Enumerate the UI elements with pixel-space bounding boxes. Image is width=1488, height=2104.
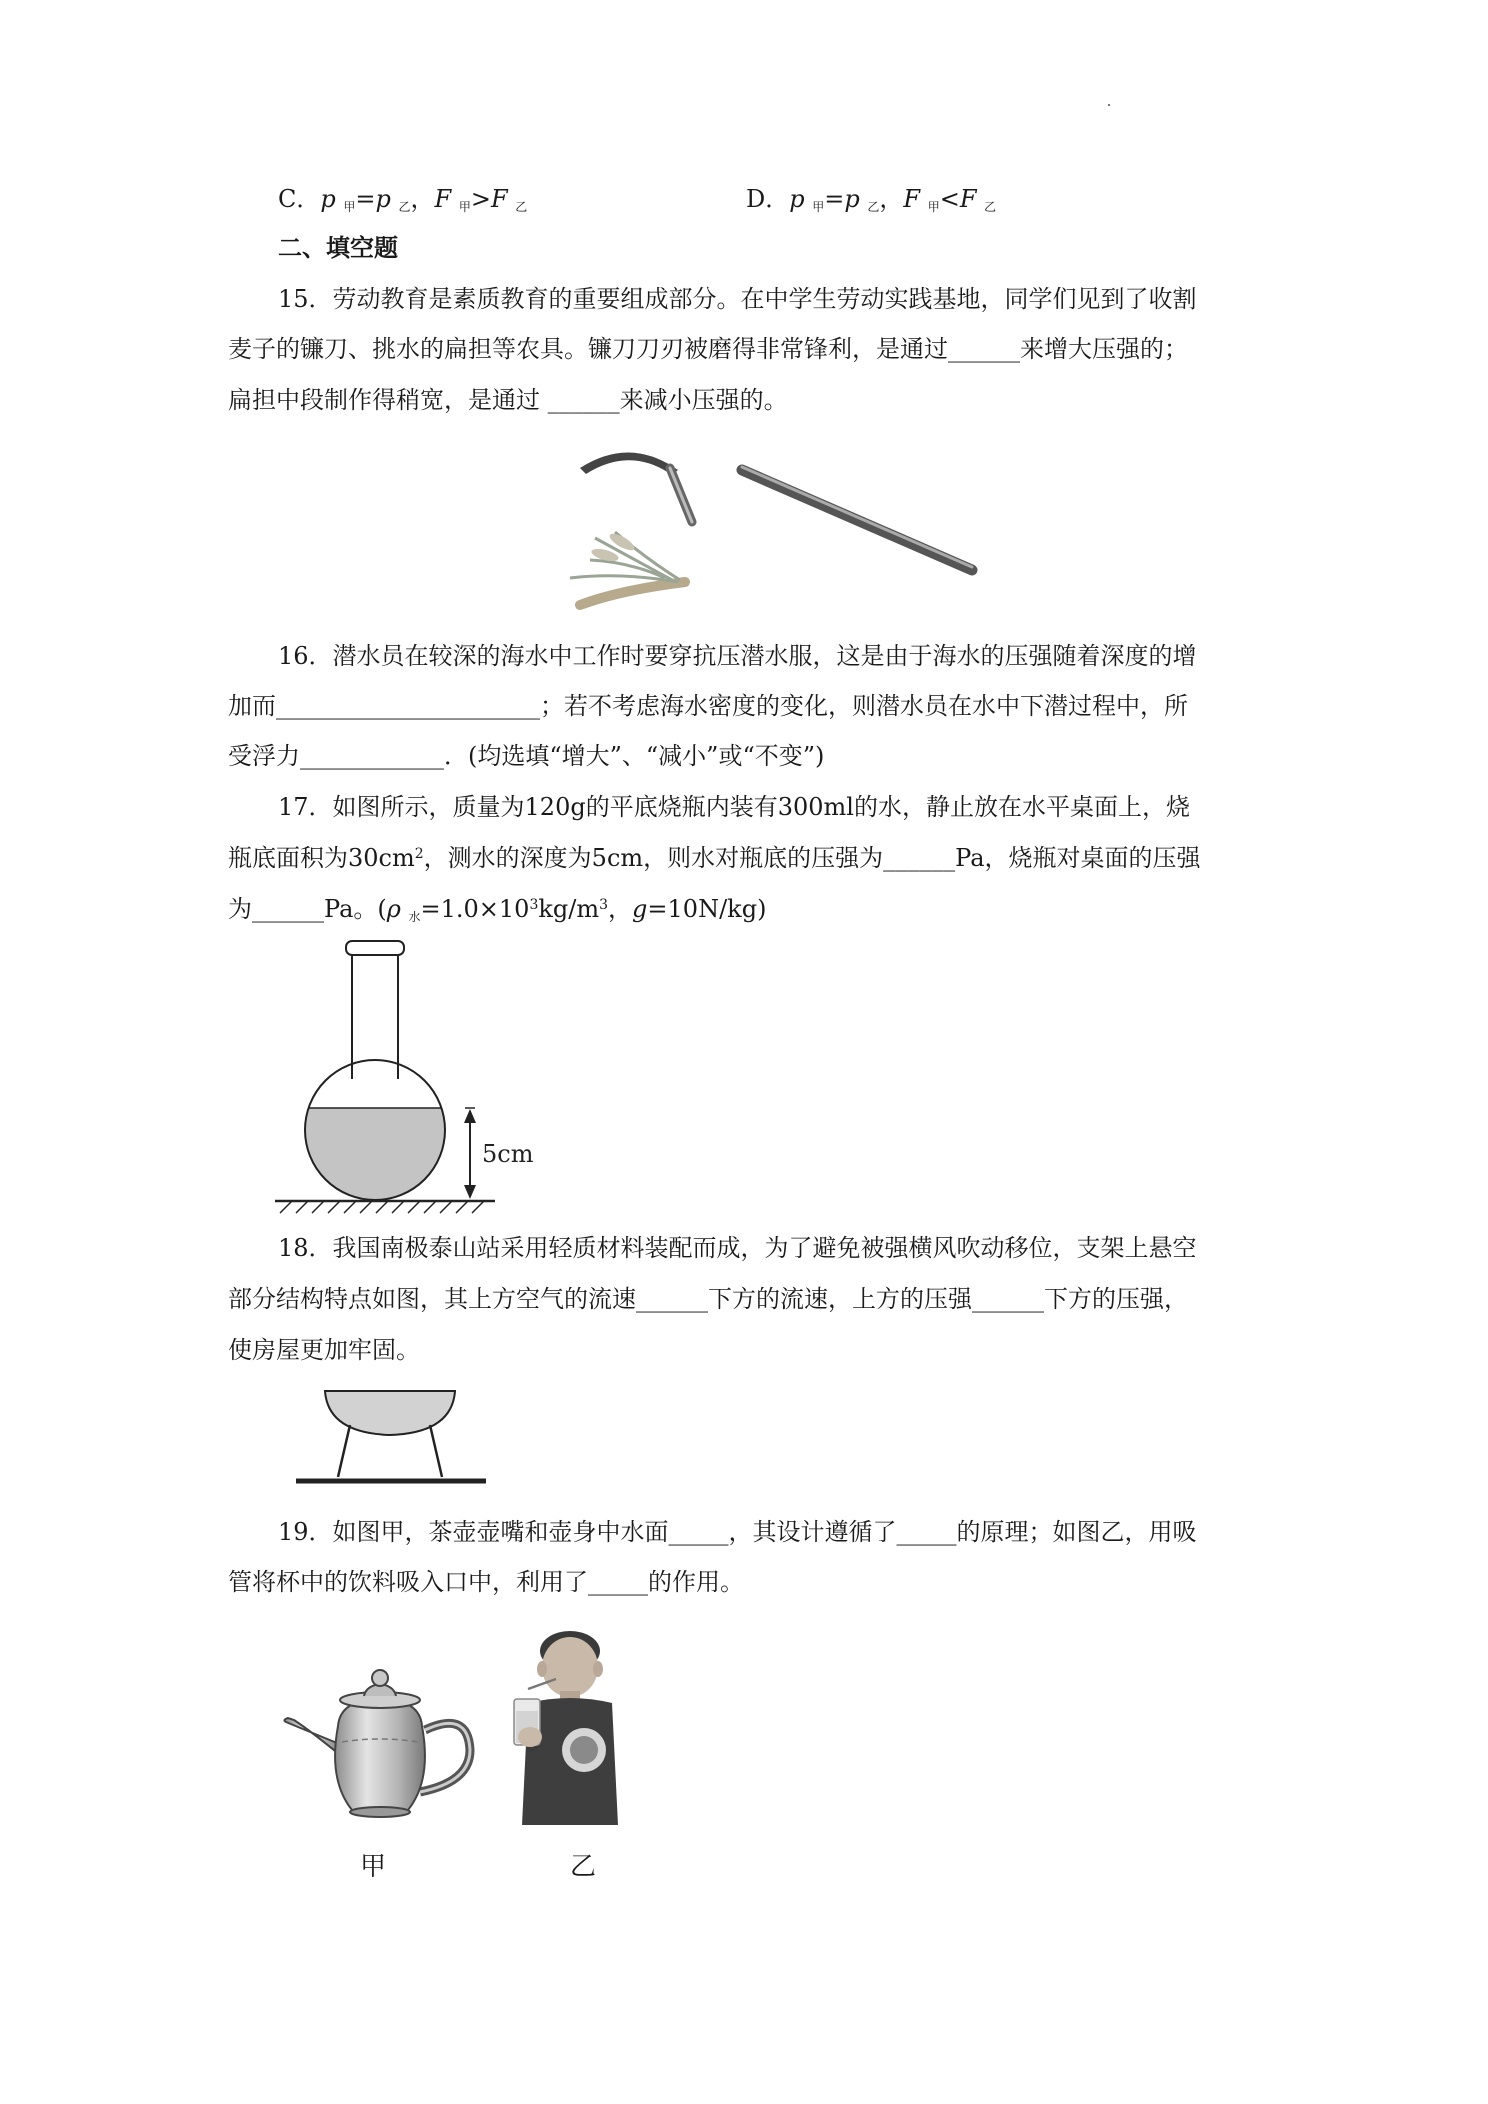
q15-line-2: 麦子的镰刀、挑水的扁担等农具。镰刀刀刃被磨得非常锋利，是通过______来增大压强的； <box>228 335 1188 363</box>
q18-line-1: 18．我国南极泰山站采用轻质材料装配而成，为了避免被强横风吹动移位，支架上悬空 <box>278 1234 1197 1262</box>
option-d <box>746 184 996 222</box>
q16-line-3: 受浮力____________．(均选填“增大”、“减小”或“不变”) <box>228 742 825 770</box>
option-c <box>278 184 527 222</box>
teapot-figure <box>280 1660 480 1830</box>
depth-label: 5cm <box>482 1140 534 1168</box>
sickle-icon <box>580 452 692 522</box>
page-mark <box>1108 104 1110 106</box>
q17-line-2: 瓶底面积为$30cm^2$，测水的深度为5cm，则水对瓶底的压强为______Pa，烧瓶对桌面的压强 <box>228 844 1201 872</box>
q19-line-2: 管将杯中的饮料吸入口中，利用了_____的作用。 <box>228 1568 744 1596</box>
option-d-expression: p $_甲$=p $_乙$，F $_甲$<F $_乙$ <box>789 185 997 214</box>
option-d-prefix: D． <box>746 185 790 213</box>
option-c-prefix: C． <box>278 185 321 213</box>
shoulder-pole-icon <box>742 467 972 570</box>
q18-line-3: 使房屋更加牢固。 <box>228 1336 420 1364</box>
teapot-icon <box>284 1670 470 1817</box>
q19-line-1: 19．如图甲，茶壶壶嘴和壶身中水面_____，其设计遵循了_____的原理；如图乙，用吸 <box>278 1518 1197 1546</box>
figure-label-jia: 甲 <box>360 1852 387 1882</box>
q17-line-1: 17．如图所示，质量为120g的平底烧瓶内装有300ml的水，静止放在水平桌面上，烧 <box>278 793 1190 821</box>
wheat-icon <box>570 531 685 605</box>
depth-arrow <box>464 1108 476 1199</box>
figure-label-yi: 乙 <box>570 1852 597 1882</box>
sickle-pole-figure <box>560 440 980 615</box>
flask-icon <box>290 941 460 1215</box>
q16-line-2: 加而______________________；若不考虑海水密度的变化，则潜水员在水中下潜过程中，所 <box>228 692 1188 720</box>
q16-line-1: 16．潜水员在较深的海水中工作时要穿抗压潜水服，这是由于海水的压强随着深度的增 <box>278 642 1197 670</box>
station-building <box>325 1391 455 1435</box>
option-c-expression: p $_甲$=p $_乙$，F $_甲$>F $_乙$ <box>320 185 528 214</box>
q18-line-2: 部分结构特点如图，其上方空气的流速______下方的流速，上方的压强______下方的压强， <box>228 1285 1188 1313</box>
table-surface <box>275 1201 495 1213</box>
boy-drinking-figure <box>500 1625 640 1825</box>
q15-line-3: 扁担中段制作得稍宽，是通过 ______来减小压强的。 <box>228 386 788 414</box>
station-figure <box>290 1385 490 1495</box>
section-title: 二、填空题 <box>278 234 398 262</box>
q15-line-1: 15．劳动教育是素质教育的重要组成部分。在中学生劳动实践基地，同学们见到了收割 <box>278 285 1197 313</box>
flask-figure <box>270 935 550 1215</box>
q17-line-3: 为______Pa。(ρ $_水=1.0\times 10^3kg/m^3$，g=10N/kg) <box>228 895 767 924</box>
